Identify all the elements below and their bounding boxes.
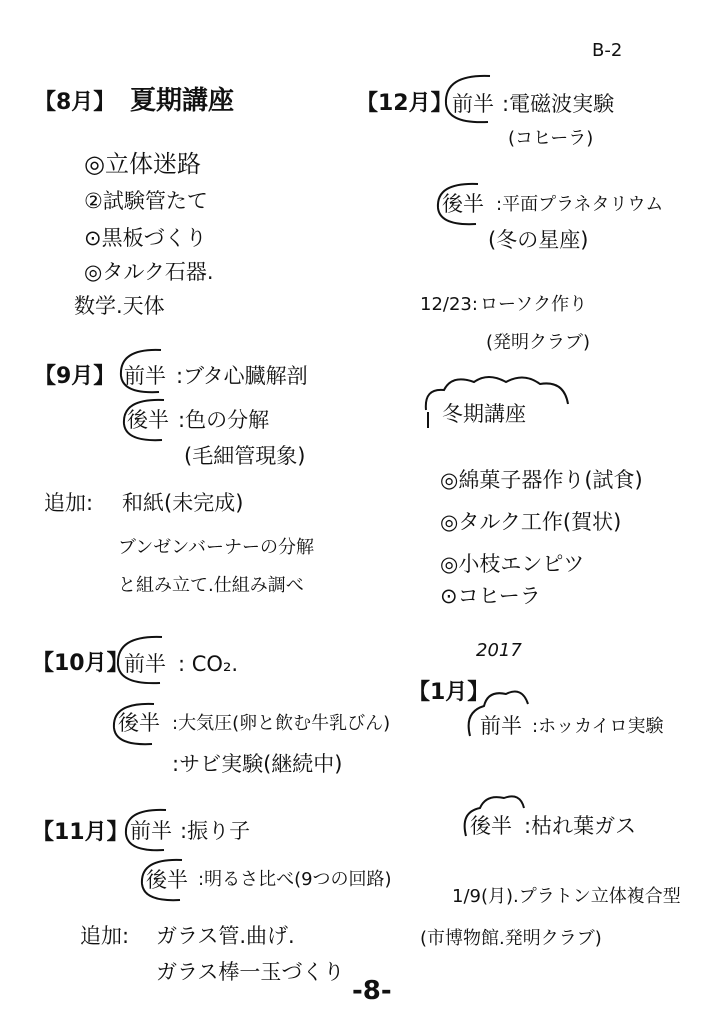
sep-first-text: :ブタ心臓解剖	[176, 364, 308, 388]
nov-first-label: 前半	[130, 819, 172, 843]
dec-first-label: 前半	[452, 92, 494, 116]
page-number: -8-	[352, 976, 392, 1006]
dec-month-heading: 【12月】	[356, 91, 453, 116]
nov-add-line-2: ガラス棒一玉づくり	[156, 960, 345, 984]
jan-second-text: :枯れ葉ガス	[524, 814, 637, 838]
oct-second-line-1: :大気圧(卵と飲む牛乳びん)	[172, 713, 391, 734]
nov-second-text: :明るさ比べ(9つの回路)	[198, 869, 392, 890]
sep-add-line-2: ブンゼンバーナーの分解	[118, 537, 315, 558]
dec-second-sub: (冬の星座)	[488, 228, 589, 252]
dec-second-label: 後半	[442, 192, 484, 216]
winter-title: 冬期講座	[442, 402, 526, 426]
oct-first-text: : CO₂.	[178, 652, 239, 676]
aug-title: 夏期講座	[130, 86, 235, 116]
nov-month-heading: 【11月】	[32, 820, 129, 845]
jan-event-line-2: (市博物館.発明クラブ)	[420, 928, 602, 949]
sep-month-heading: 【9月】	[34, 364, 116, 389]
sep-add-line-1: 和紙(未完成)	[122, 491, 244, 515]
dec-first-text: :電磁波実験	[502, 92, 615, 116]
sep-first-label: 前半	[124, 364, 166, 388]
jan-event-line-1: 1/9(月).プラトン立体複合型	[452, 886, 681, 907]
aug-item-3: ⊙黒板づくり	[84, 226, 207, 250]
sep-second-label: 後半	[127, 408, 169, 432]
aug-item-4: ◎タルク石器.	[84, 260, 214, 284]
oct-first-label: 前半	[124, 652, 166, 676]
winter-item-1: ◎綿菓子器作り(試食)	[440, 468, 643, 492]
oct-month-heading: 【10月】	[32, 651, 129, 676]
winter-item-3: ◎小枝エンピツ	[440, 552, 585, 576]
jan-first-label: 前半	[480, 714, 522, 738]
nov-second-label: 後半	[146, 868, 188, 892]
winter-item-2: ◎タルク工作(賀状)	[440, 510, 622, 534]
nov-first-text: :振り子	[180, 819, 251, 843]
aug-item-1: ◎立体迷路	[84, 150, 201, 178]
sep-second-sub: (毛細管現象)	[184, 444, 306, 468]
winter-item-4: ⊙コヒーラ	[440, 584, 541, 608]
dec-first-sub: (コヒーラ)	[508, 128, 594, 149]
sep-add-label: 追加:	[44, 491, 94, 515]
aug-month-heading: 【8月】	[34, 90, 116, 115]
jan-second-label: 後半	[470, 814, 512, 838]
nov-add-label: 追加:	[80, 924, 130, 948]
dec-second-text: :平面プラネタリウム	[496, 194, 664, 215]
oct-second-label: 後半	[118, 711, 160, 735]
dec-event-date: 12/23:	[420, 294, 478, 315]
dec-event-text: ローソク作り	[480, 294, 588, 315]
sep-second-text: :色の分解	[178, 408, 270, 432]
aug-extra: 数学.天体	[74, 294, 165, 318]
aug-item-2: ②試験管たて	[84, 189, 208, 213]
jan-month-heading: 【1月】	[408, 680, 490, 705]
jan-first-text: :ホッカイロ実験	[532, 716, 664, 737]
page-code: B-2	[592, 40, 623, 61]
dec-event-sub: (発明クラブ)	[486, 332, 591, 353]
year-label: 2017	[476, 640, 522, 661]
nov-add-line-1: ガラス管.曲げ.	[156, 924, 295, 948]
oct-second-line-2: :サビ実験(継続中)	[172, 752, 343, 776]
sep-add-line-3: と組み立て.仕組み調べ	[118, 575, 304, 596]
